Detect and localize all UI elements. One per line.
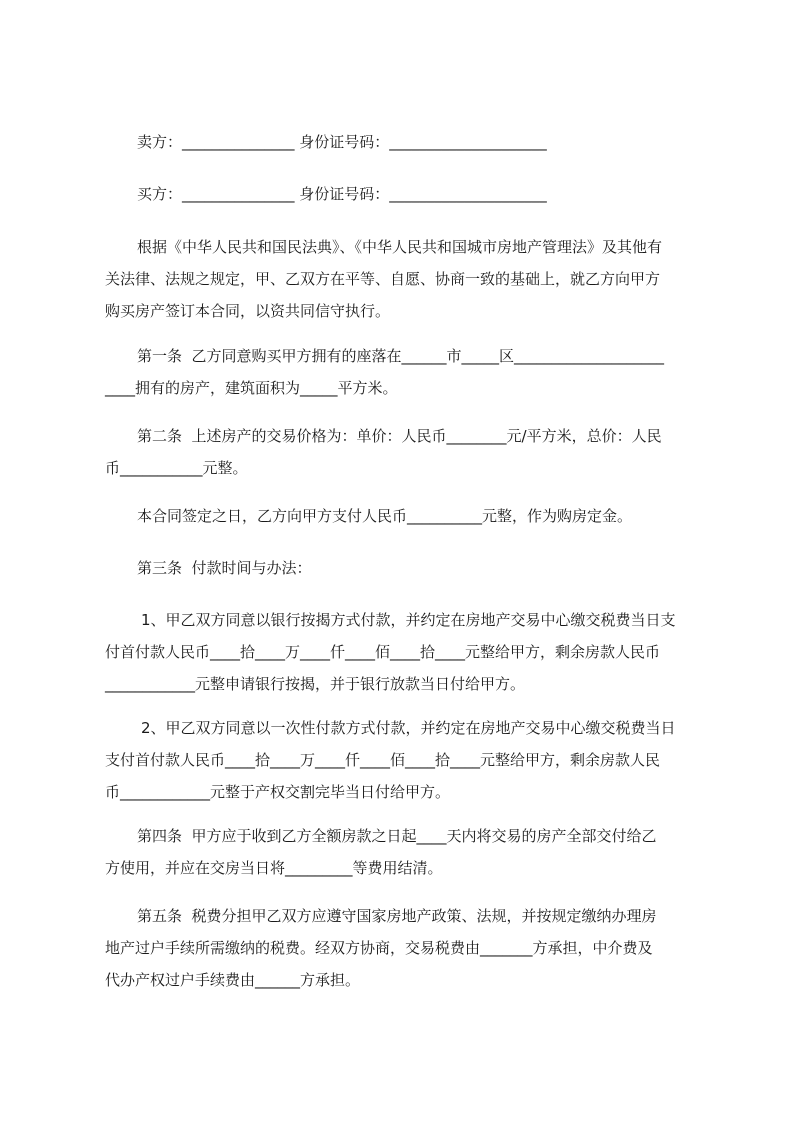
- deposit-line: 本合同签定之日，乙方向甲方支付人民币__________元整，作为购房定金。: [137, 507, 633, 525]
- buyer-line-text: 买方：_______________ 身份证号码：_____________________: [137, 185, 547, 203]
- article-4-line: 方使用，并应在交房当日将_________等费用结清。: [105, 859, 443, 877]
- article-5-line: 第五条 税费分担甲乙双方应遵守国家房地产政策、法规，并按规定缴纳办理房: [137, 907, 657, 925]
- article-1-line: ____拥有的房产，建筑面积为_____平方米。: [105, 379, 398, 397]
- preamble-line: 关法律、法规之规定，甲、乙双方在平等、自愿、协商一致的基础上，就乙方向甲方: [105, 270, 661, 288]
- article-5-line: 地产过户手续所需缴纳的税费。经双方协商，交易税费由_______方承担，中介费及: [105, 939, 653, 957]
- payment-1-line: 付首付款人民币____拾____万____仟____佰____拾____元整给甲方，剩余房款人民币: [105, 643, 661, 661]
- article-1: [105, 340, 701, 404]
- payment-1-line: ____________元整申请银行按揭，并于银行放款当日付给甲方。: [105, 675, 526, 693]
- seller-line: [105, 126, 701, 158]
- article-2-line: 币___________元整。: [105, 459, 248, 477]
- payment-method-2: [105, 712, 701, 808]
- payment-method-1: [105, 604, 701, 700]
- article-2-line: 第二条 上述房产的交易价格为：单价：人民币________元/平方米，总价：人民: [137, 427, 662, 445]
- payment-2-line: 币____________元整于产权交割完毕当日付给甲方。: [105, 783, 451, 801]
- payment-2-line: 2、甲乙双方同意以一次性付款方式付款，并约定在房地产交易中心缴交税费当日: [141, 719, 676, 737]
- article-3-title: [105, 552, 701, 584]
- article-3-title-text: 第三条 付款时间与办法：: [137, 559, 312, 577]
- article-4: [105, 820, 701, 884]
- article-4-line: 第四条 甲方应于收到乙方全额房款之日起____天内将交易的房产全部交付给乙: [137, 827, 657, 845]
- article-1-line: 第一条 乙方同意购买甲方拥有的座落在______市_____区____________________: [137, 347, 665, 365]
- buyer-line: [105, 178, 701, 210]
- payment-1-line: 1、甲乙双方同意以银行按揭方式付款，并约定在房地产交易中心缴交税费当日支: [141, 611, 676, 629]
- preamble-paragraph: [105, 231, 701, 327]
- article-5: [105, 900, 701, 996]
- payment-2-line: 支付首付款人民币____拾____万____仟____佰____拾____元整给甲方，剩余房款人民: [105, 751, 661, 769]
- article-5-line: 代办产权过户手续费由______方承担。: [105, 971, 361, 989]
- seller-line-text: 卖方：_______________ 身份证号码：_____________________: [137, 133, 547, 151]
- preamble-line: 购买房产签订本合同，以资共同信守执行。: [105, 302, 391, 320]
- deposit-paragraph: [105, 500, 701, 532]
- article-2: [105, 420, 701, 484]
- preamble-line: 根据《中华人民共和国民法典》、《中华人民共和国城市房地产管理法》及其他有: [137, 238, 663, 256]
